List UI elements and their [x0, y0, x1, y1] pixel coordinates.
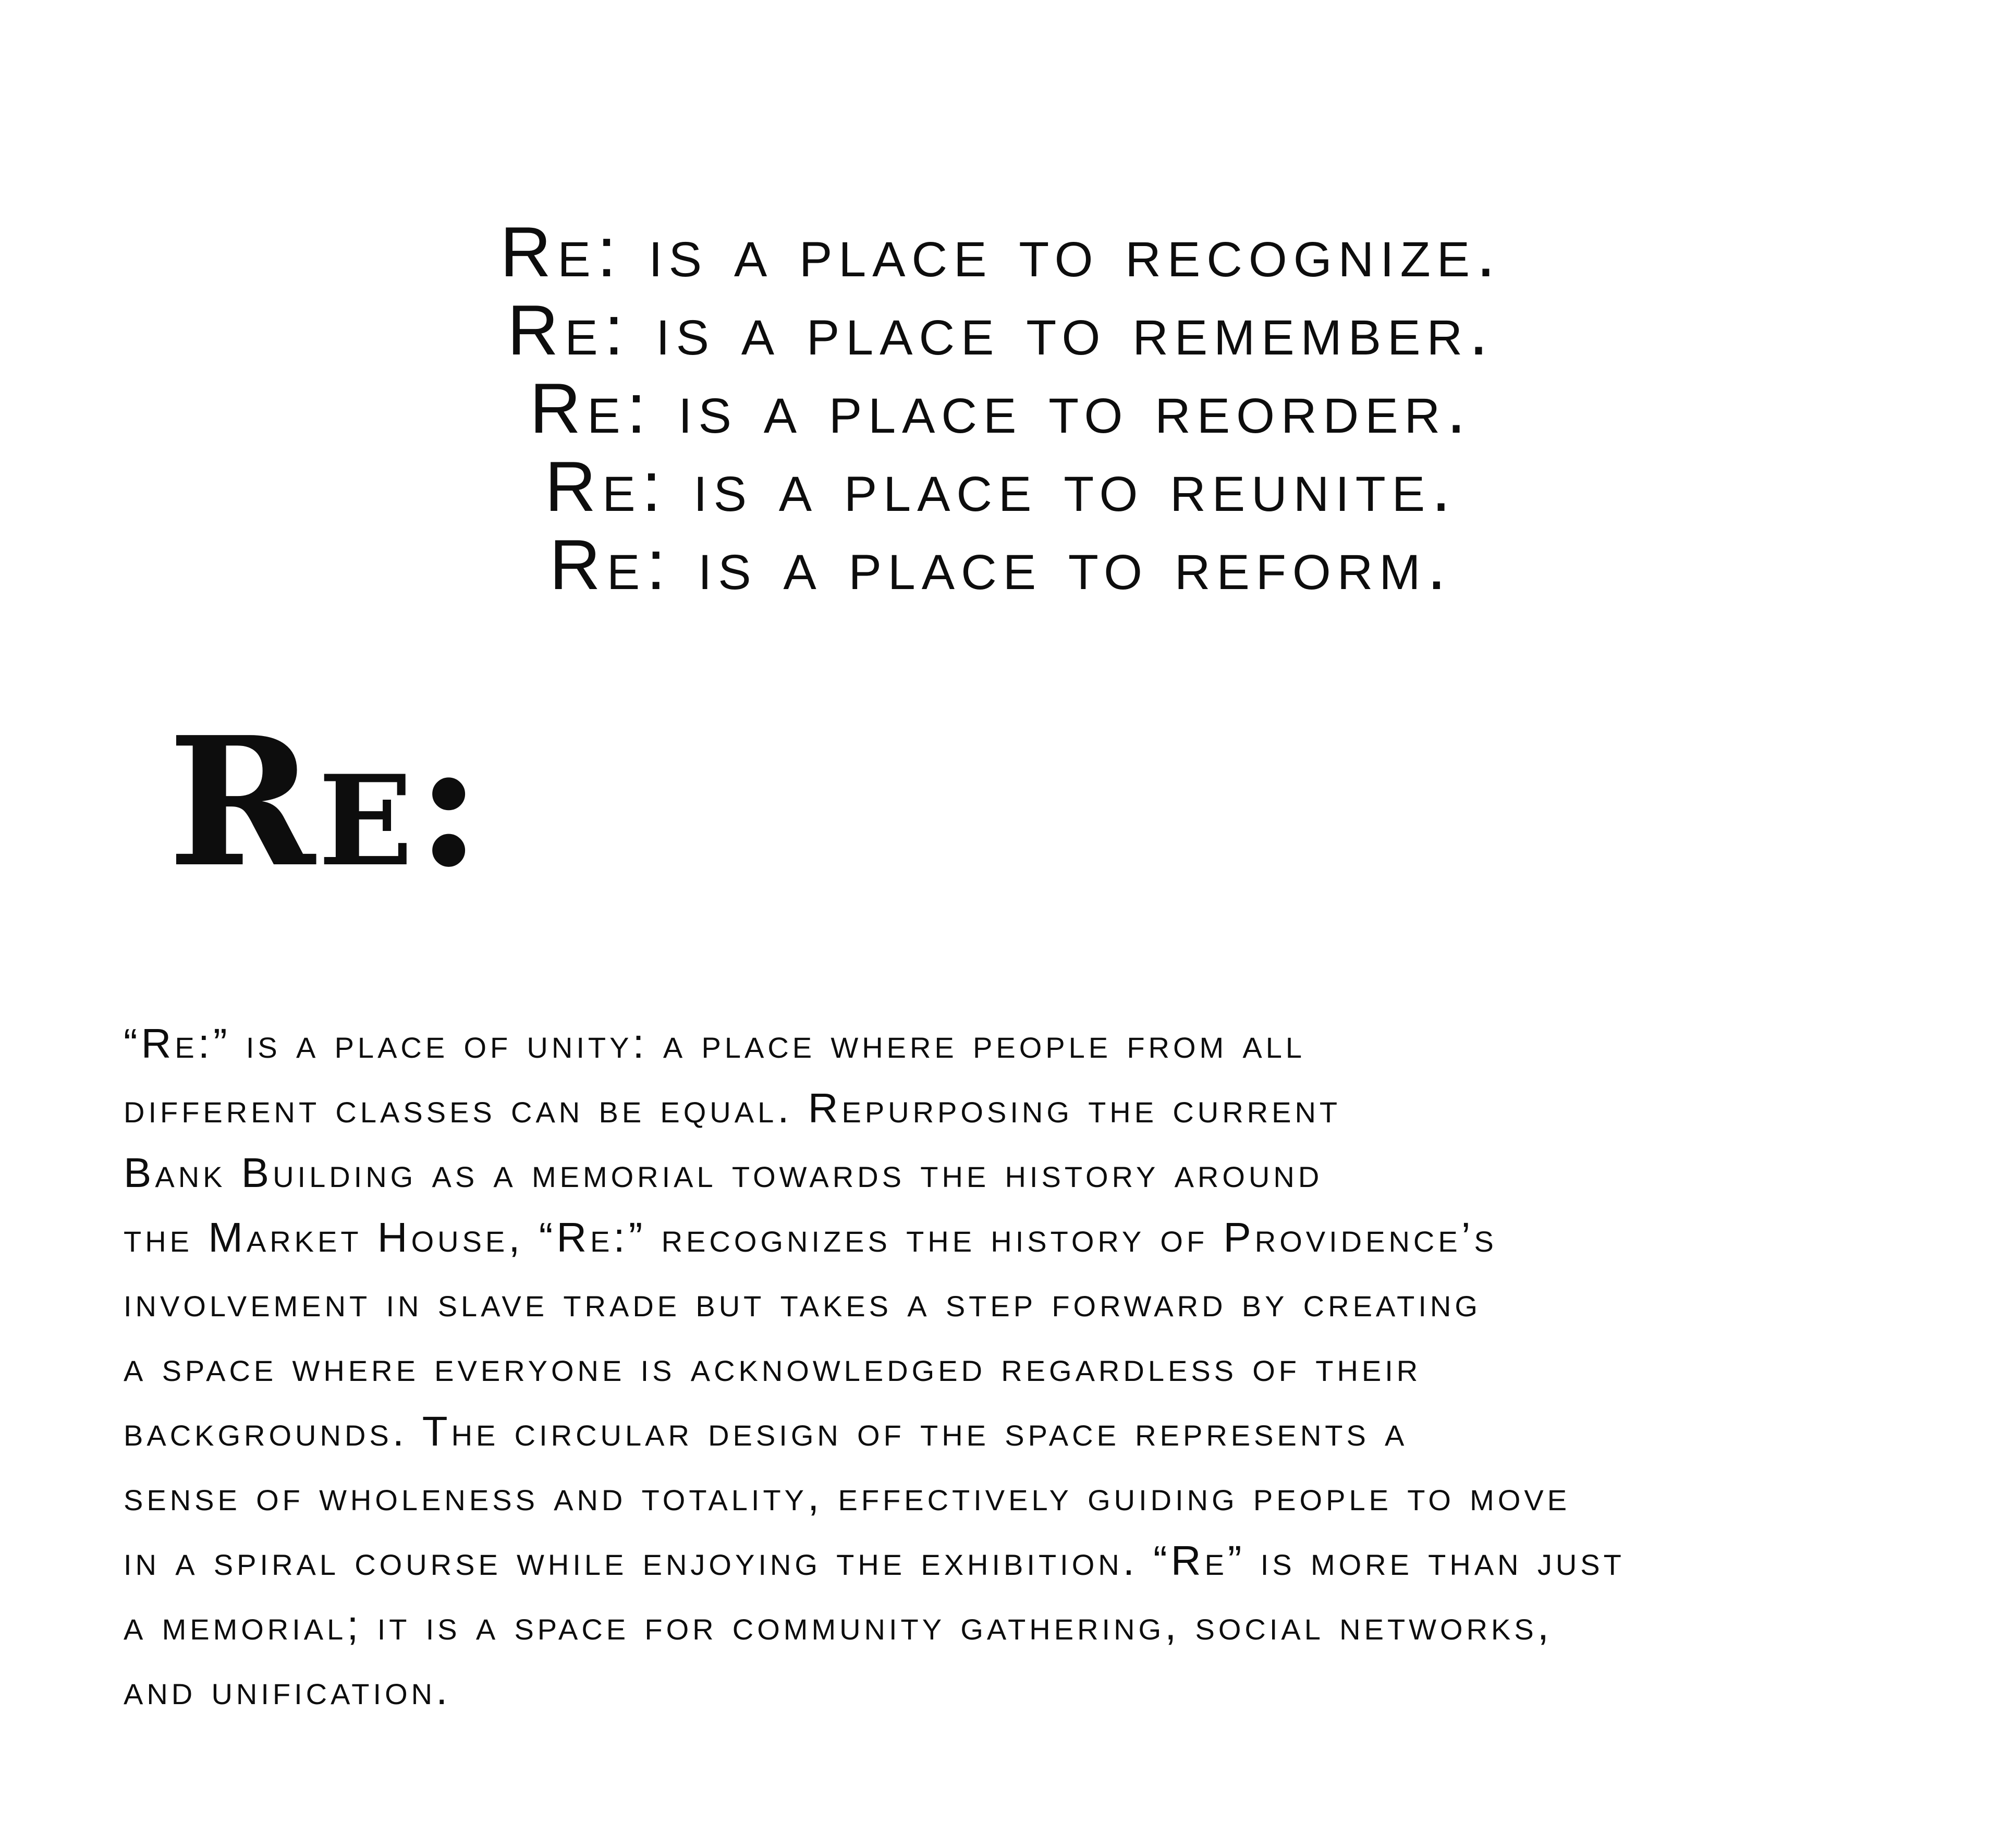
page-title: Re:	[168, 699, 485, 907]
paragraph-line: sense of wholeness and totality, effectively guiding people to move	[124, 1473, 1571, 1519]
statement-line: Re: is a place to reorder.	[530, 369, 1472, 448]
paragraph-line: a space where everyone is acknowledged regardless of their	[124, 1343, 1422, 1390]
statement-line: Re: is a place to reform.	[549, 525, 1453, 604]
statement-line: Re: is a place to recognize.	[500, 212, 1502, 291]
statement-line: Re: is a place to reunite.	[545, 447, 1457, 526]
description-paragraph	[124, 1011, 1948, 1722]
statement-line: Re: is a place to remember.	[507, 290, 1495, 370]
paragraph-line: “Re:” is a place of unity: a place where people from all	[124, 1020, 1306, 1067]
paragraph-line: involvement in slave trade but takes a step forward by creating	[124, 1279, 1481, 1325]
paragraph-line: and unification.	[124, 1667, 451, 1713]
paragraph-line: the Market House, “Re:” recognizes the history of Providence’s	[124, 1214, 1497, 1260]
paragraph-line: Bank Building as a memorial towards the history around	[124, 1149, 1323, 1196]
paragraph-line: different classes can be equal. Repurposing the current	[124, 1085, 1341, 1131]
paragraph-line: backgrounds. The circular design of the space represents a	[124, 1408, 1408, 1454]
paragraph-line: a memorial; it is a space for community gathering, social networks,	[124, 1602, 1553, 1648]
paragraph-line: in a spiral course while enjoying the exhibition. “Re” is more than just	[124, 1537, 1625, 1584]
statement-list	[0, 213, 2002, 604]
